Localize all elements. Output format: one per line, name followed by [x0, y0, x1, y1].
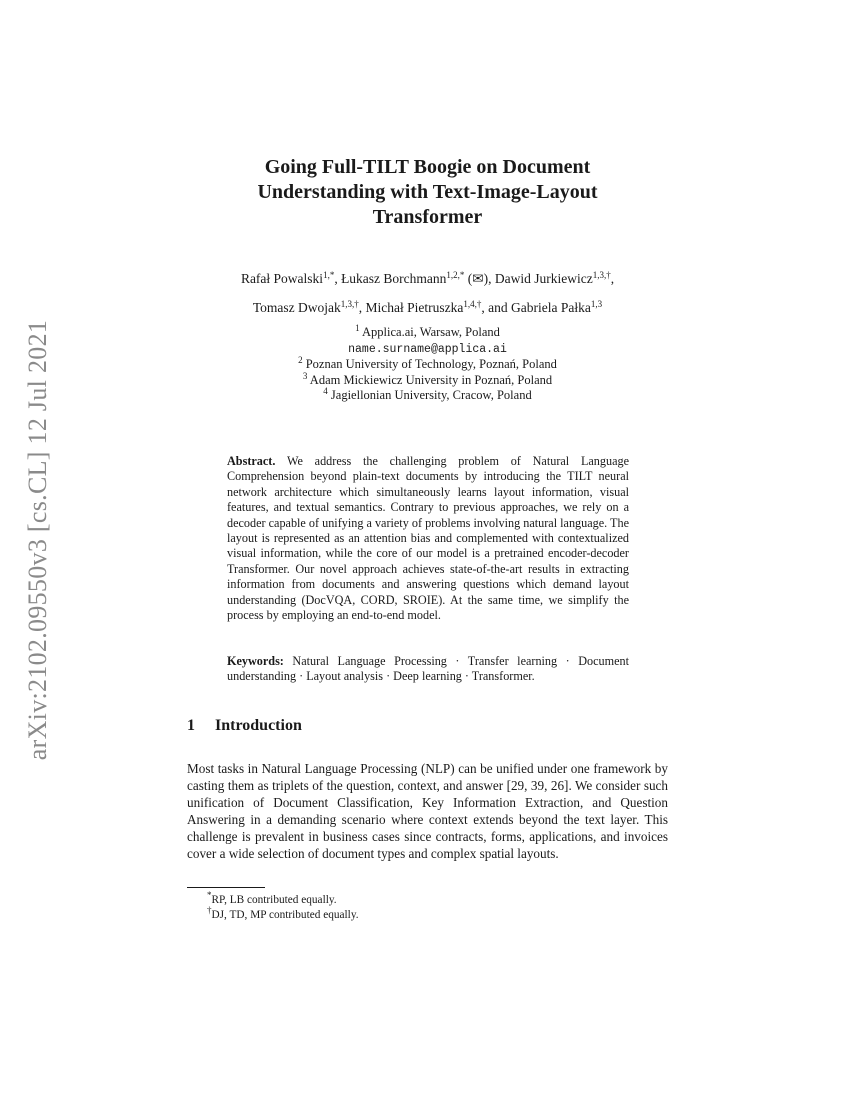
- section-title: Introduction: [215, 717, 302, 734]
- keywords: [227, 654, 629, 685]
- affiliations: [187, 325, 668, 404]
- keywords-label: Keywords:: [227, 654, 284, 668]
- author-affil-sup: 1,3,†: [592, 270, 611, 280]
- title-line: Going Full-TILT Boogie on Document: [264, 156, 591, 178]
- affiliation-item: [187, 325, 668, 341]
- abstract: [227, 454, 629, 623]
- footnote: [207, 905, 359, 923]
- footnote-text: DJ, TD, MP contributed equally.: [211, 909, 359, 921]
- affiliation-item: [187, 357, 668, 373]
- keywords-text: Natural Language Processing · Transfer learning · Document understanding · Layout analysis · Deep learning · Transformer.: [227, 654, 630, 684]
- affiliation-item: [187, 370, 668, 389]
- footnote-text: RP, LB contributed equally.: [211, 894, 337, 906]
- affiliation-text: Adam Mickiewicz University in Poznań, Poland: [309, 372, 553, 387]
- arxiv-sidebar: [0, 0, 80, 1100]
- mail-icon: (✉),: [464, 271, 495, 286]
- author-affil-sup: 1,4,†: [463, 299, 482, 309]
- author-list: [177, 264, 678, 322]
- intro-paragraph: Most tasks in Natural Language Processing (NLP) can be unified under one framework by casting them as triplets of the question, context, and answer [29, 39, 26]. We consider such unification of Document Classification, Key Information Extraction, and Question Answering in a demanding scenario where context extends beyond the text layer. This challenge is prevalent in business cases since contracts, forms, applications, and invoices cover a wide selection of document types and complex spatial layouts.: [187, 761, 668, 861]
- author-name: , Łukasz Borchmann: [334, 271, 447, 286]
- arxiv-identifier: arXiv:2102.09550v3 [cs.CL] 12 Jul 2021: [23, 319, 52, 761]
- section-heading: [187, 717, 302, 735]
- footnote: [207, 890, 359, 908]
- affiliation-text: Applica.ai, Warsaw, Poland: [362, 325, 500, 339]
- affiliation-item: [187, 388, 668, 404]
- title-line: Transformer: [372, 206, 483, 228]
- author-name: , and Gabriela Pałka: [481, 300, 591, 315]
- footnote-mark: *: [207, 890, 212, 900]
- author-affil-sup: 1,2,*: [446, 270, 465, 280]
- author-name: Rafał Powalski: [240, 271, 324, 286]
- author-affil-sup: 1,3,†: [340, 299, 359, 309]
- author-line: [177, 264, 678, 293]
- affiliation-sup: 2: [298, 355, 303, 365]
- affiliation-sup: 3: [302, 370, 308, 381]
- email-address: name.surname@applica.ai: [348, 342, 507, 356]
- footnote-divider: [187, 887, 265, 888]
- affiliation-sup: 4: [323, 386, 328, 396]
- footnote-mark: †: [207, 905, 212, 915]
- affiliation-text: Poznan University of Technology, Poznań, Poland: [305, 357, 557, 371]
- paper-title: [187, 155, 668, 230]
- footnotes: [207, 890, 359, 923]
- author-line: [177, 293, 678, 322]
- abstract-text: We address the challenging problem of Natural Language Comprehension beyond plain-text documents by introducing the TILT neural network architecture which simultaneously learns layout information, visual features, and textual semantics. Contrary to previous approaches, we rely on a decoder capable of unifying a variety of problems involving natural language. The layout is represented as an attention bias and complemented with contextualized visual information, while the core of our model is a pretrained encoder-decoder Transformer. Our novel approach achieves state-of-the-art results in extracting information from documents and answering questions which demand layout understanding (DocVQA, CORD, SROIE). At the same time, we simplify the process by employing an end-to-end model.: [227, 454, 630, 623]
- author-affil-sup: 1,3: [590, 299, 603, 309]
- author-affil-sup: 1,*: [323, 270, 335, 280]
- author-name: Dawid Jurkiewicz: [494, 271, 593, 286]
- abstract-label: Abstract.: [227, 454, 276, 468]
- author-name: Tomasz Dwojak: [252, 300, 341, 315]
- affiliation-sup: 1: [355, 323, 360, 333]
- title-line: Understanding with Text-Image-Layout: [257, 181, 598, 203]
- affiliation-text: Jagiellonian University, Cracow, Poland: [330, 388, 532, 402]
- author-separator: ,: [610, 271, 615, 286]
- section-number: 1: [187, 717, 195, 734]
- author-name: , Michał Pietruszka: [358, 300, 464, 315]
- affiliation-email: [187, 341, 668, 358]
